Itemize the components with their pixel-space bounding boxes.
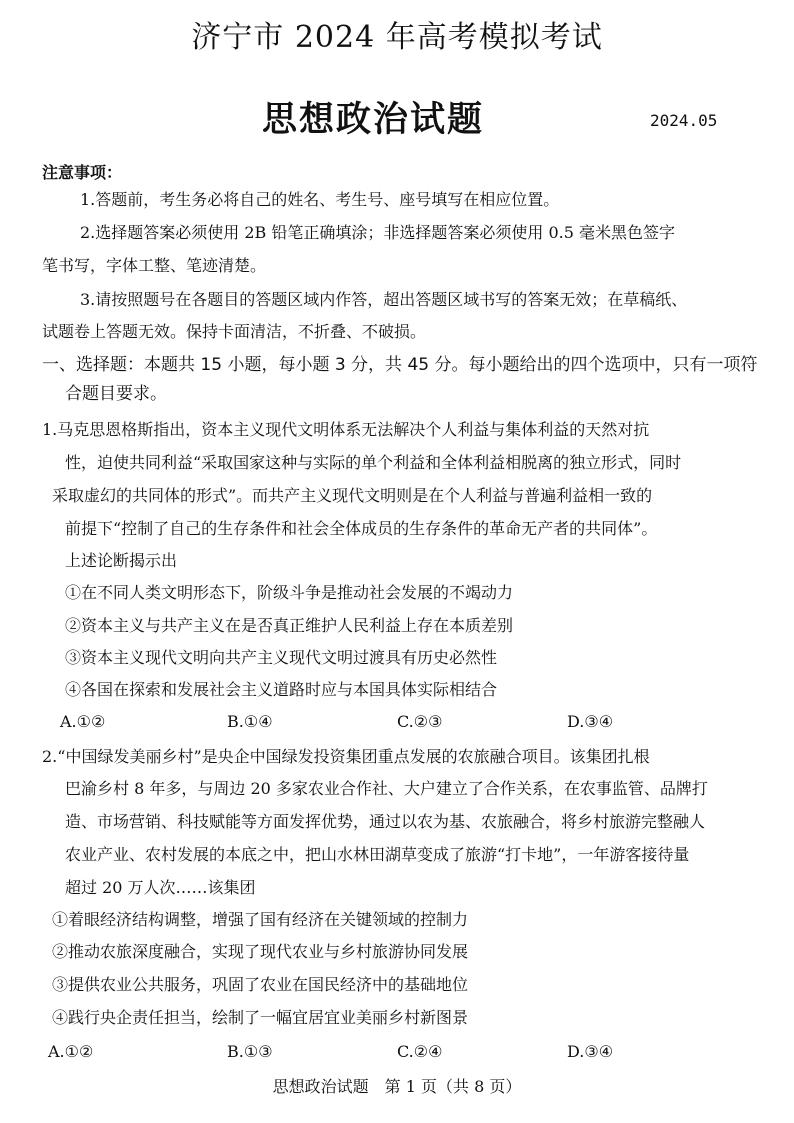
q2-stem-line: 巴渝乡村 8 年多，与周边 20 多家农业合作社、大户建立了合作关系，在农事监管、品牌打	[65, 779, 708, 798]
q2-statement: ②推动农旅深度融合，实现了现代农业与乡村旅游协同发展	[52, 942, 469, 961]
section-heading: 一、选择题：本题共 15 小题，每小题 3 分，共 45 分。每小题给出的四个选项中，只有一项符	[42, 355, 758, 375]
q1-option-b: B.①④	[227, 712, 273, 731]
note-line: 1.答题前，考生务必将自己的姓名、考生号、座号填写在相应位置。	[80, 190, 560, 209]
q1-stem-line: 采取虚幻的共同体的形式”。而共产主义现代文明则是在个人利益与普遍利益相一致的	[52, 486, 653, 505]
q2-stem-line: 2.“中国绿发美丽乡村”是央企中国绿发投资集团重点发展的农旅融合项目。该集团扎根	[42, 747, 650, 766]
q2-option-c: C.②④	[397, 1042, 443, 1061]
q2-statement: ①着眼经济结构调整，增强了国有经济在关键领域的控制力	[52, 910, 469, 929]
q1-stem-line: 性，迫使共同利益“采取国家这种与实际的单个利益和全体利益相脱离的独立形式，同时	[65, 453, 682, 472]
subject-title: 思想政治试题	[262, 100, 485, 140]
exam-date: 2024.05	[650, 111, 718, 130]
q1-stem-line: 1.马克思恩格斯指出，资本主义现代文明体系无法解决个人利益与集体利益的天然对抗	[42, 420, 650, 439]
q1-option-c: C.②③	[397, 712, 443, 731]
q2-stem-line: 超过 20 万人次……该集团	[65, 878, 256, 897]
q2-statement: ③提供农业公共服务，巩固了农业在国民经济中的基础地位	[52, 975, 469, 994]
q2-option-b: B.①③	[227, 1042, 273, 1061]
note-line: 3.请按照题号在各题目的答题区域内作答，超出答题区域书写的答案无效；在草稿纸、	[80, 290, 688, 309]
q1-statement: ③资本主义现代文明向共产主义现代文明过渡具有历史必然性	[65, 648, 498, 667]
q1-statement: ④各国在探索和发展社会主义道路时应与本国具体实际相结合	[65, 680, 498, 699]
page-footer: 思想政治试题 第 1 页（共 8 页）	[272, 1077, 522, 1096]
q2-option-d: D.③④	[567, 1042, 614, 1061]
q1-statement: ①在不同人类文明形态下，阶级斗争是推动社会发展的不竭动力	[65, 583, 514, 602]
q1-stem-line: 前提下“控制了自己的生存条件和社会全体成员的生存条件的革命无产者的共同体”。	[65, 519, 658, 538]
q2-statement: ④践行央企责任担当，绘制了一幅宜居宜业美丽乡村新图景	[52, 1008, 469, 1027]
section-heading: 合题目要求。	[65, 384, 167, 404]
q1-statement: ②资本主义与共产主义在是否真正维护人民利益上存在本质差别	[65, 616, 514, 635]
note-line: 2.选择题答案必须使用 2B 铅笔正确填涂；非选择题答案必须使用 0.5 毫米黑色签字	[80, 223, 675, 242]
q2-option-a: A.①②	[48, 1042, 94, 1061]
exam-title: 济宁市 2024 年高考模拟考试	[191, 20, 603, 55]
q1-option-a: A.①②	[60, 712, 106, 731]
q2-stem-line: 农业产业、农村发展的本底之中，把山水林田湖草变成了旅游“打卡地”，一年游客接待量	[65, 845, 690, 864]
q2-stem-line: 造、市场营销、科技赋能等方面发挥优势，通过以农为基、农旅融合，将乡村旅游完整融人	[65, 812, 706, 831]
q1-stem-line: 上述论断揭示出	[65, 551, 178, 570]
note-line: 试题卷上答题无效。保持卡面清洁，不折叠、不破损。	[42, 322, 427, 341]
notes-title: 注意事项：	[42, 163, 123, 182]
note-line: 笔书写，字体工整、笔迹清楚。	[42, 256, 267, 275]
q1-option-d: D.③④	[567, 712, 614, 731]
